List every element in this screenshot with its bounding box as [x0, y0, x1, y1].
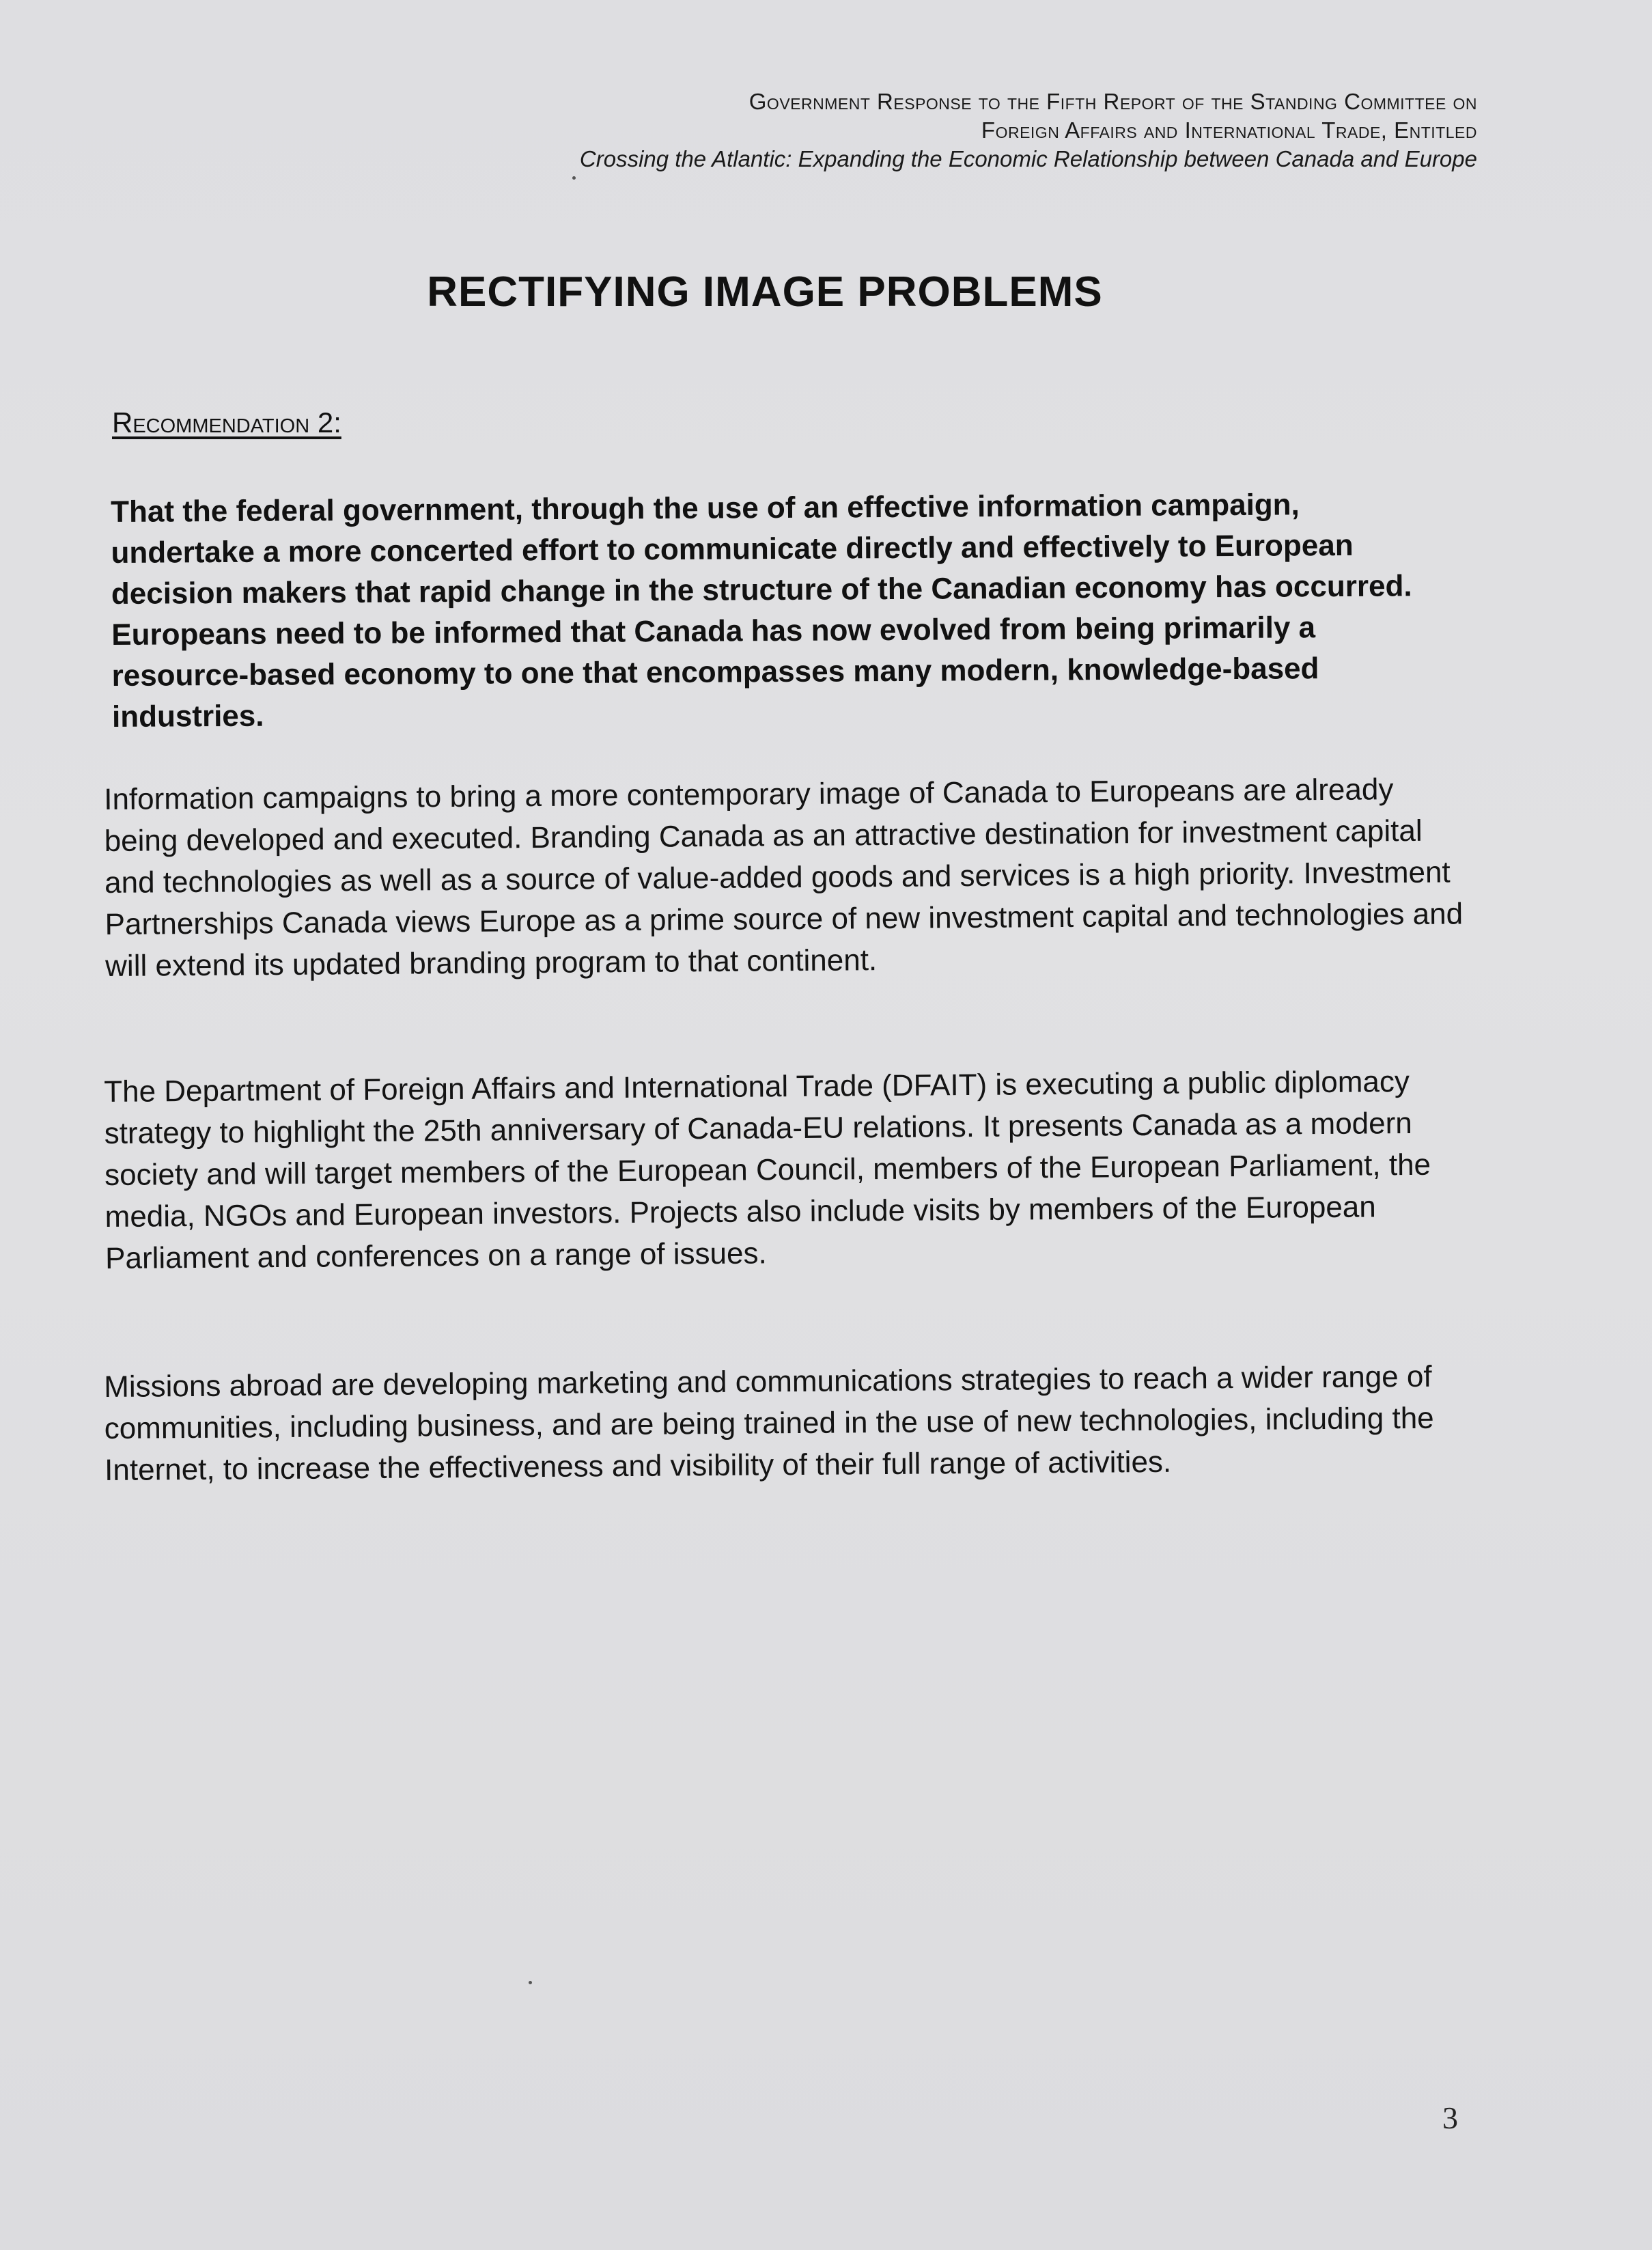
- header-line-2: Foreign Affairs and International Trade, Entitled: [981, 117, 1477, 143]
- paragraph-information-campaigns: Information campaigns to bring a more contemporary image of Canada to Europeans are already being developed and executed. Branding Canada as an attractive destination for investment capital and technologies as well as a source of value-added goods and services is a high priority. Investment Partnerships Canada views Europe as a prime source of new investment capital and technologies and will extend its updated branding program to that continent.: [104, 773, 1464, 983]
- page-number: 3: [1442, 2100, 1458, 2135]
- header-report-title: Crossing the Atlantic: Expanding the Economic Relationship between Canada and Europe: [579, 146, 1477, 171]
- paragraph-missions-abroad: Missions abroad are developing marketing and communications strategies to reach a wider range of communities, including business, and are being trained in the use of new technologies, including the Internet, to increase the effectiveness and visibility of their full range of activities.: [104, 1359, 1434, 1487]
- header-line-1: Government Response to the Fifth Report of the Standing Committee on: [748, 89, 1477, 114]
- section-heading: RECTIFYING IMAGE PROBLEMS: [427, 268, 1103, 316]
- recommendation-label: Recommendation 2:: [112, 406, 341, 439]
- recommendation-text: That the federal government, through the use of an effective information campaign, undertake a more concerted effort to communicate directly and effectively to European decision makers that rapid change in the structure of the Canadian economy has occurred. Europeans need to be informed that Canada has now evolved from being primarily a resource-based economy to one that encompasses many modern, knowledge-based industries.: [111, 488, 1412, 734]
- running-header: [180, 87, 1477, 173]
- paragraph-dfait-public-diplomacy: The Department of Foreign Affairs and International Trade (DFAIT) is executing a public diplomacy strategy to highlight the 25th anniversary of Canada-EU relations. It presents Canada as a modern society and will target members of the European Council, members of the European Parliament, the media, NGOs and European investors. Projects also include visits by members of the European Parliament and conferences on a range of issues.: [104, 1064, 1431, 1275]
- speck-mark: [529, 1981, 532, 1984]
- speck-mark: [572, 176, 576, 180]
